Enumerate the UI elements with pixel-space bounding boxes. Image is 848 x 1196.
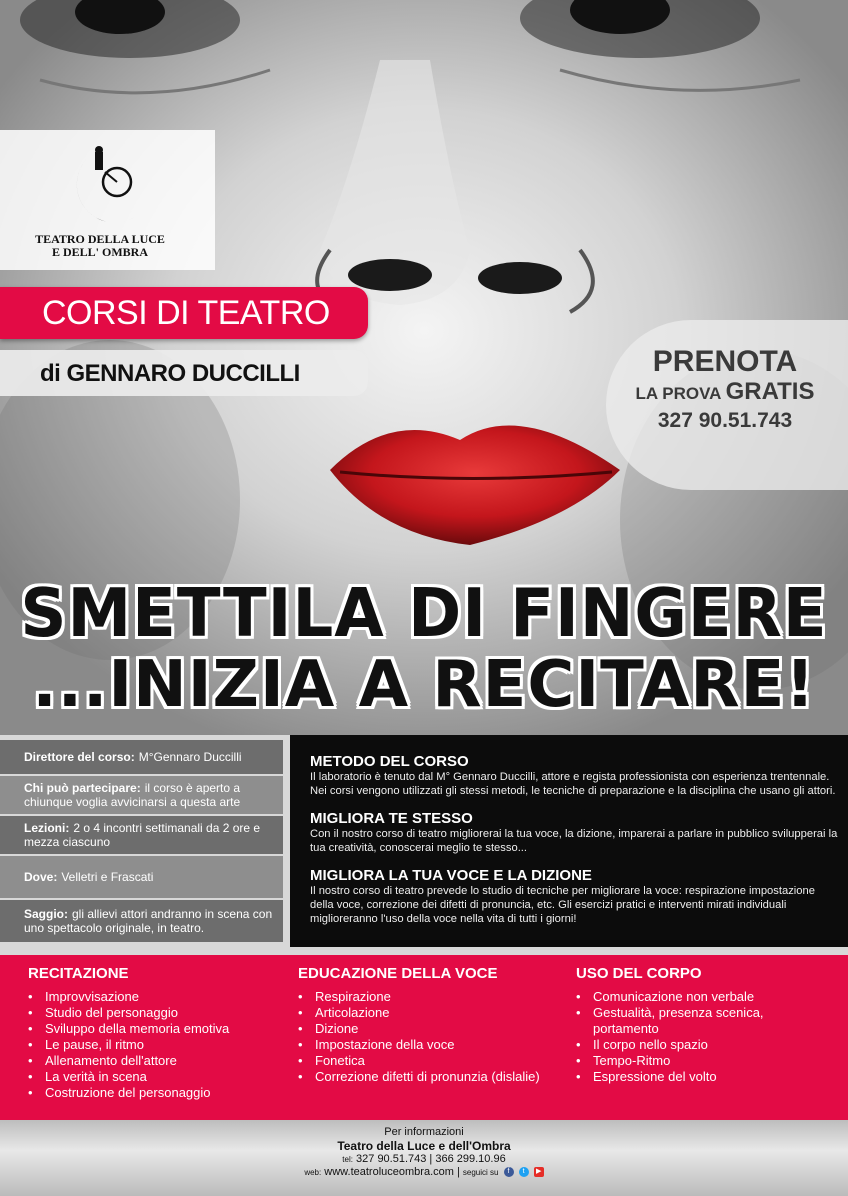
improve-text: Con il nostro corso di teatro migliorerai la tua voce, la dizione, imparerai a parlare in pubblico svilupperai la tua creatività, conoscerai meglio te stesso...	[310, 828, 838, 854]
list-item: • Gestualità, presenza scenica, portamento	[576, 1005, 816, 1037]
info-row-director	[0, 740, 283, 776]
list-item: • Fonetica	[298, 1053, 558, 1069]
list-item: • Allenamento dell'attore	[28, 1053, 278, 1069]
voice-title: MIGLIORA LA TUA VOCE E LA DIZIONE	[310, 867, 592, 884]
list-item: • Respirazione	[298, 989, 558, 1005]
list-item: • Il corpo nello spazio	[576, 1037, 816, 1053]
subtitle-ribbon	[0, 350, 368, 396]
booking-callout	[625, 345, 825, 435]
course-title: CORSI DI TEATRO	[42, 294, 330, 332]
booking-free: GRATIS	[725, 378, 815, 405]
list-item: • Studio del personaggio	[28, 1005, 278, 1021]
list-item: • Comunicazione non verbale	[576, 989, 816, 1005]
info-label: Saggio:	[24, 907, 68, 921]
improve-section	[310, 810, 840, 855]
title-ribbon	[0, 287, 368, 339]
info-text: il corso è aperto a chiunque voglia avvicinarsi a questa arte	[24, 781, 241, 809]
list-item: • Impostazione della voce	[298, 1037, 558, 1053]
footer	[0, 1120, 848, 1196]
method-text: Il laboratorio è tenuto dal M° Gennaro Duccilli, attore e regista professionista con esperienza trentennale. Nei corsi vengono utilizzati gli stessi metodi, le tecniche di preparazione e la disciplina che usano gli attori.	[310, 771, 836, 797]
info-label: Dove:	[24, 870, 58, 884]
footer-info: Per informazioni	[384, 1126, 464, 1138]
footer-follow: seguici su	[462, 1168, 499, 1177]
headline-line1: SMETTILA DI FINGERE	[20, 575, 828, 653]
unicycle-moon-logo-icon	[55, 142, 140, 232]
info-text: M°Gennaro Duccilli	[138, 750, 242, 764]
headline-line2: ...INIZIA A RECITARE!	[32, 648, 816, 722]
voice-text: Il nostro corso di teatro prevede lo studio di tecniche per migliorare la voce: respirazione impostazione della voce, correzione dei difetti di pronuncia, etc. Gli esercizi pratici e interventi mirati individuali miglioreranno l'uso della voce nella vita di tutti i giorni!	[310, 885, 815, 925]
footer-phone	[0, 1153, 848, 1165]
footer-web-row: web: www.teatroluceombra.com | seguici su f t ▶	[0, 1166, 848, 1178]
list-item: • Dizione	[298, 1021, 558, 1037]
footer-website-link[interactable]: www.teatroluceombra.com	[324, 1166, 454, 1178]
booking-line1: PRENOTA	[652, 345, 798, 378]
footer-tel-label: tel:	[342, 1155, 353, 1164]
list-item: • Le pause, il ritmo	[28, 1037, 278, 1053]
info-text: Velletri e Frascati	[61, 870, 154, 884]
course-topics	[0, 955, 848, 1120]
voice-section	[310, 867, 840, 926]
brand-name	[30, 233, 170, 259]
method-section	[310, 753, 840, 798]
brand-name-line1: TEATRO DELLA LUCE	[35, 232, 165, 246]
brand-name-line2: E DELL' OMBRA	[51, 245, 148, 259]
method-title: METODO DEL CORSO	[310, 753, 469, 770]
twitter-icon[interactable]: t	[519, 1167, 529, 1177]
list-item: • Tempo-Ritmo	[576, 1053, 816, 1069]
method-panel	[290, 735, 848, 947]
booking-line2a: LA PROVA	[635, 384, 721, 403]
improve-title: MIGLIORA TE STESSO	[310, 810, 473, 827]
list-item: • La verità in scena	[28, 1069, 278, 1085]
topic-column-body	[576, 965, 816, 1085]
info-row-location	[0, 856, 283, 900]
info-row-recital	[0, 900, 283, 944]
footer-tel[interactable]: 327 90.51.743 | 366 299.10.96	[356, 1153, 506, 1165]
info-label: Direttore del corso:	[24, 750, 135, 764]
topic-column-acting	[28, 965, 278, 1101]
info-text: gli allievi attori andranno in scena con uno spettacolo originale, in teatro.	[24, 907, 273, 935]
list-item: • Sviluppo della memoria emotiva	[28, 1021, 278, 1037]
info-label: Lezioni:	[24, 821, 70, 835]
list-item: • Improvvisazione	[28, 989, 278, 1005]
list-item: • Costruzione del personaggio	[28, 1085, 278, 1101]
info-text: 2 o 4 incontri settimanali da 2 ore e mezza ciascuno	[24, 821, 261, 849]
booking-phone: 327 90.51.743	[657, 409, 793, 432]
topic-title: USO DEL CORPO	[576, 965, 702, 982]
info-row-audience	[0, 776, 283, 816]
youtube-icon[interactable]: ▶	[534, 1167, 544, 1177]
course-info	[0, 740, 283, 944]
topic-title: RECITAZIONE	[28, 965, 129, 982]
topic-column-voice	[298, 965, 558, 1085]
topic-title: EDUCAZIONE DELLA VOCE	[298, 965, 498, 982]
info-row-lessons	[0, 816, 283, 856]
info-label: Chi può partecipare:	[24, 781, 141, 795]
list-item: • Espressione del volto	[576, 1069, 816, 1085]
headline	[0, 575, 848, 722]
booking-line2	[625, 379, 825, 407]
facebook-icon[interactable]: f	[504, 1167, 514, 1177]
list-item: • Correzione difetti di pronunzia (dislalie)	[298, 1069, 558, 1085]
footer-name: Teatro della Luce e dell'Ombra	[337, 1139, 511, 1153]
list-item: • Articolazione	[298, 1005, 558, 1021]
course-author: di GENNARO DUCCILLI	[40, 360, 300, 387]
footer-web-label: web:	[304, 1168, 322, 1177]
